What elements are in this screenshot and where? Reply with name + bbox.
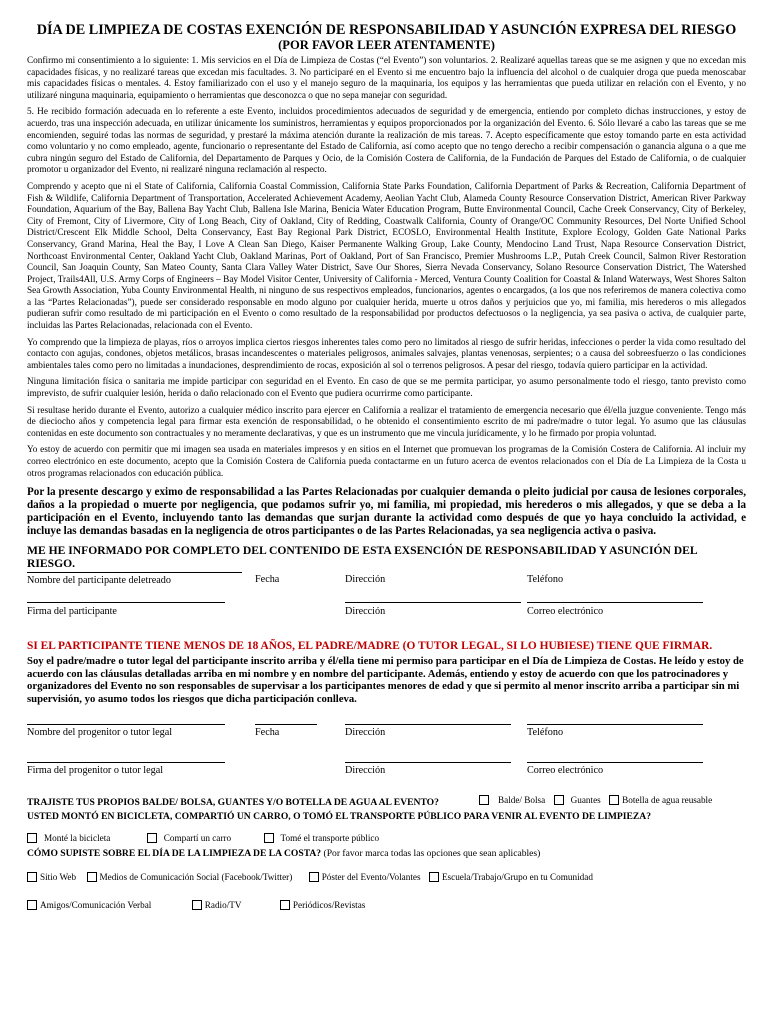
checkbox-icon[interactable] — [27, 900, 37, 910]
survey-section — [27, 796, 746, 926]
minor-warning: SI EL PARTICIPANTE TIENE MENOS DE 18 AÑOS, EL PADRE/MADRE (O TUTOR LEGAL, SI LO HUBIESE) TIENE QUE FIRMAR. — [27, 640, 713, 653]
participant-email-field[interactable]: Correo electrónico — [527, 606, 604, 618]
paragraph-1: Confirmo mi consentimiento a lo siguiente: 1. Mis servicios en el Día de Limpieza de Costas (“el Evento”) son voluntarios. 2. Realizaré aquellas tareas que se me asignen y que no excedan mis capacidades físicas, y no realizaré tareas que excedan mis facultades. 3. No participaré en el Evento si me encuentro bajo la influencia del alcohol o de cualquier droga que pueda menoscabar mis capacidades físicas o mentales. 4. Estoy familiarizado con el uso y el manejo seguro de la maquinaria, los equipos y las herramientas que pueda utilizar en relación con el Evento, y no utilizaré ninguna maquinaria, equipamiento o herramientas que desconozca o que no sepa manejar con seguridad. — [27, 56, 746, 101]
items-options — [479, 795, 718, 808]
checkbox-icon[interactable] — [27, 833, 37, 843]
transport-options — [27, 833, 385, 846]
checkbox-icon[interactable] — [309, 872, 319, 882]
participant-row-1 — [27, 572, 746, 602]
paragraph-4: Yo comprendo que la limpieza de playas, ríos o arroyos implica ciertos riesgos inherentes tales como pero no limitados al riesgo de sufrir heridas, infecciones o perder la vida como resultado del contacto con agujas, condones, objetos metálicos, brasas incandescentes o materiales peligrosos, animales salvajes, plantas venenosas, serpientes; o a causa del sobreesfuerzo o las condiciones ambientales tales como pero no limitadas a inundaciones, desprendimiento de rocas, exposición al sol o terrenos peligrosos. A pesar del riesgo, todavía quiero participar en la actividad. — [27, 337, 746, 371]
minor-consent-text: Soy el padre/madre o tutor legal del participante inscrito arriba y él/ella tiene mi permiso para participar en el Día de Limpieza de Costas. He leído y estoy de acuerdo con las cláusulas detalladas arriba en mi nombre y en nombre del participante. Además, entiendo y estoy de acuerdo con que los patrocinadores y organizadores del Evento no son responsables de supervisar a los participantes menores de edad y que si permito al menor inscrito arriba a participar sin mi supervisión, yo asumo todos los riesgos que dicha participación conlleva. — [27, 655, 744, 705]
guardian-date-field[interactable]: Fecha — [255, 724, 317, 738]
guardian-email-field[interactable]: Correo electrónico — [527, 762, 703, 776]
informed-heading: ME HE INFORMADO POR COMPLETO DEL CONTENIDO DE ESTA EXSENCIÓN DE RESPONSABILIDAD Y ASUNCIÓN DEL RIESGO. — [27, 544, 697, 571]
participant-address2-field[interactable]: Dirección — [345, 606, 386, 618]
checkbox-icon[interactable] — [192, 900, 202, 910]
participant-row-2 — [27, 602, 746, 628]
source-question: CÓMO SUPISTE SOBRE EL DÍA DE LA LIMPIEZA DE LA COSTA? (Por favor marca todas las opciones que sean aplicables) — [27, 847, 541, 859]
participant-signature-field[interactable]: Firma del participante — [27, 606, 117, 618]
option-amigos[interactable]: Amigos/Comunicación Verbal — [27, 900, 151, 910]
option-poster[interactable]: Póster del Evento/Volantes — [309, 872, 421, 882]
option-radio[interactable]: Radio/TV — [192, 900, 242, 910]
participant-phone-field[interactable]: Teléfono — [527, 574, 564, 586]
checkbox-icon[interactable] — [429, 872, 439, 882]
participant-date-field[interactable]: Fecha — [255, 574, 280, 586]
guardian-phone-field[interactable]: Teléfono — [527, 724, 703, 738]
option-botella[interactable]: Botella de agua reusable — [609, 795, 712, 805]
email-line — [527, 602, 703, 603]
address-line — [345, 602, 521, 603]
option-bicicleta[interactable]: Monté la bicicleta — [27, 833, 110, 843]
option-guantes[interactable]: Guantes — [554, 795, 601, 805]
option-carro[interactable]: Compartí un carro — [147, 833, 231, 843]
option-transporte[interactable]: Tomé el transporte público — [264, 833, 380, 843]
checkbox-icon[interactable] — [280, 900, 290, 910]
participant-name-field[interactable]: Nombre del participante deletreado — [27, 572, 242, 586]
option-sitio-web[interactable]: Sitio Web — [27, 872, 76, 882]
checkbox-icon[interactable] — [87, 872, 97, 882]
option-escuela[interactable]: Escuela/Trabajo/Grupo en tu Comunidad — [429, 872, 593, 882]
guardian-row-2 — [27, 762, 746, 796]
document-subtitle: (POR FAVOR LEER ATENTAMENTE) — [278, 38, 495, 52]
source-options-row-2 — [27, 900, 371, 913]
paragraph-5: Ninguna limitación física o sanitaria me impide participar con seguridad en el Evento. En caso de que se me permita participar, yo asumo personalmente todo el riesgo, tanto previsto como imprevisto, de sufrir cualquier lesión, herida o daño relacionado con el Evento que pudiera ocurrirme como participante. — [27, 377, 746, 400]
checkbox-icon[interactable] — [479, 795, 489, 805]
paragraph-7: Yo estoy de acuerdo con permitir que mi imagen sea usada en materiales impresos y en sitios en el Internet que promuevan los programas de la Comisión Costera de California. Al incluir my correo electrónico en este documento, acepto que la Comisión Costera de California pueda contactarme en un futuro acerca de eventos relacionados con el Día de La Limpieza de la Costa u otros programas relacionados con educación pública. — [27, 445, 746, 479]
checkbox-icon[interactable] — [264, 833, 274, 843]
option-redes[interactable]: Medios de Comunicación Social (Facebook/Twitter) — [87, 872, 293, 882]
release-paragraph: Por la presente descargo y eximo de responsabilidad a las Partes Relacionadas por cualquier demanda o pleito judicial por causa de lesiones corporales, daños a la propiedad o muerte por negligencia, que podamos sufrir yo, mi familia, mi propiedad, mis herederos o mis allegados, y que se deba a la participación en el Evento, incluyendo tanto las demandas que surjan durante la actividad como después de que yo haya concluido la actividad, e incluye las demandas basadas en la negligencia de otros participantes o de las Partes Relacionadas, ya sea negligencia activa o pasiva. — [27, 486, 746, 538]
signature-line — [27, 602, 225, 603]
items-question: TRAJISTE TUS PROPIOS BALDE/ BOLSA, GUANTES Y/O BOTELLA DE AGUA AL EVENTO? — [27, 796, 439, 808]
checkbox-icon[interactable] — [554, 795, 564, 805]
option-balde[interactable]: Balde/ Bolsa — [479, 795, 545, 805]
document-title: DÍA DE LIMPIEZA DE COSTAS EXENCIÓN DE RESPONSABILIDAD Y ASUNCIÓN EXPRESA DEL RIESGO — [36, 22, 737, 38]
guardian-address2-field[interactable]: Dirección — [345, 762, 511, 776]
guardian-signature-field[interactable]: Firma del progenitor o tutor legal — [27, 762, 225, 776]
checkbox-icon[interactable] — [609, 795, 619, 805]
checkbox-icon[interactable] — [147, 833, 157, 843]
option-periodicos[interactable]: Periódicos/Revistas — [280, 900, 365, 910]
paragraph-2: 5. He recibido formación adecuada en lo referente a este Evento, incluidos procedimientos adecuados de seguridad y de emergencia, entiendo por completo dichas instrucciones, y estoy de acuerdo, tras una inspección adecuada, en utilizar únicamente los suministros, herramientas y equipos proporcionados por la organización del Evento. 6. Sólo llevaré a cabo las tareas que se me encomienden, seguiré todas las normas de seguridad, y prestaré la máxima atención durante la realización de mis tareas. 7. Acepto específicamente que estoy tomando parte en esta actividad como voluntario y no como empleado, agente, funcionario o representante del Estado de California, así como acepto que no tengo derecho a recibir compensación o ganancia alguna o a que me cubra ningún seguro del Estado de California, del Departamento de Parques y Ocio, de la Comisión Costera de California, de la Fundación de Parques del Estado de California, o de cualquier promotor u organizador del Evento, ni realizaré ninguna reclamación al respecto. — [27, 107, 746, 176]
paragraph-3: Comprendo y acepto que ni el State of California, California Coastal Commission, California State Parks Foundation, California Department of Parks & Recreation, California Department of Fish & Wildlife, California Department of Transportation, Accelerated Achievement Academy, Aeolian Yacht Club, Alameda County Resource Conservation District, American River Parkway Foundation, Aquarium of the Bay, Ballena Bay Yacht Club, Ballena Isle Marina, Benicia Water Education Program, Butte Environmental Council, Cache Creek Conservancy, City of Berkeley, City of Fremont, City of Livermore, City of Long Beach, City of Oakland, City of Redding, Coastwalk California, County of Orange/OC Community Resources, Del Norte Unified School District/Crescent Elk Middle School, Delta Conservancy, East Bay Regional Park District, ECOSLO, Environmental Health Institute, Explore Ecology, Golden Gate National Parks Conservancy, Grand Marina, Heal the Bay, I Love A Clean San Diego, Kaiser Permanente Walking Group, Lake County, Mendocino Land Trust, Napa Resource Conservation District, Northcoast Environmental Center, Oakland Yacht Club, Oakland Marinas, Port of Oakland, Port of San Francisco, Premier Mushrooms L.P., Putah Creek Council, Salmon River Restoration Council, San Joaquin County, San Mateo County, Santa Clara Valley Water District, Save Our Shores, Sierra Nevada Conservancy, Solano Resource Conservation District, The Watershed Project, Trails4All, U.S. Army Corps of Engineers – Bay Model Visitor Center, University of California - Merced, Ventura County Coalition for Coastal & Inland Waterways, West Shores Salton Sea Growth Association, Yuba County Environmental Health, ni ninguno de sus respectivos empleados, funcionarios, agentes o encargados, (a los que nos referiremos de manera colectiva como a las “Partes Relacionadas”), puede ser considerado responsable en modo alguno por cualquier herida, muerte u otros daños y perjuicios que yo, mi familia, mis herederos o mis allegados pudieran sufrir como resultado de mi participación en el Evento o como resultado de la responsabilidad por productos defectuosos o la negligencia, ya sea pasiva o activa, de cualquier parte, incluidas las Partes Relacionadas, relacionada con el Evento. — [27, 181, 746, 332]
transport-question: USTED MONTÓ EN BICICLETA, COMPARTIÓ UN CARRO, O TOMÓ EL TRANSPORTE PÚBLICO PARA VENIR AL EVENTO DE LIMPIEZA? — [27, 810, 651, 822]
guardian-address-field[interactable]: Dirección — [345, 724, 511, 738]
guardian-row-1 — [27, 724, 746, 758]
paragraph-6: Si resultase herido durante el Evento, autorizo a cualquier médico inscrito para ejercer en California a realizar el tratamiento de emergencia necesario que él/ella juzgue conveniente. Tengo más de dieciocho años y competencia legal para firmar esta exención de responsabilidad, o he obtenido el consentimiento escrito de mi padre/madre o tutor legal. Yo asumo que las cláusulas contenidas en este documento son contractuales y no meramente declarativas, y que es un instrumento que me vincula jurídicamente, y lo he firmado por propia voluntad. — [27, 405, 746, 439]
guardian-name-field[interactable]: Nombre del progenitor o tutor legal — [27, 724, 225, 738]
source-options-row-1 — [27, 872, 599, 885]
checkbox-icon[interactable] — [27, 872, 37, 882]
participant-address-field[interactable]: Dirección — [345, 574, 386, 586]
